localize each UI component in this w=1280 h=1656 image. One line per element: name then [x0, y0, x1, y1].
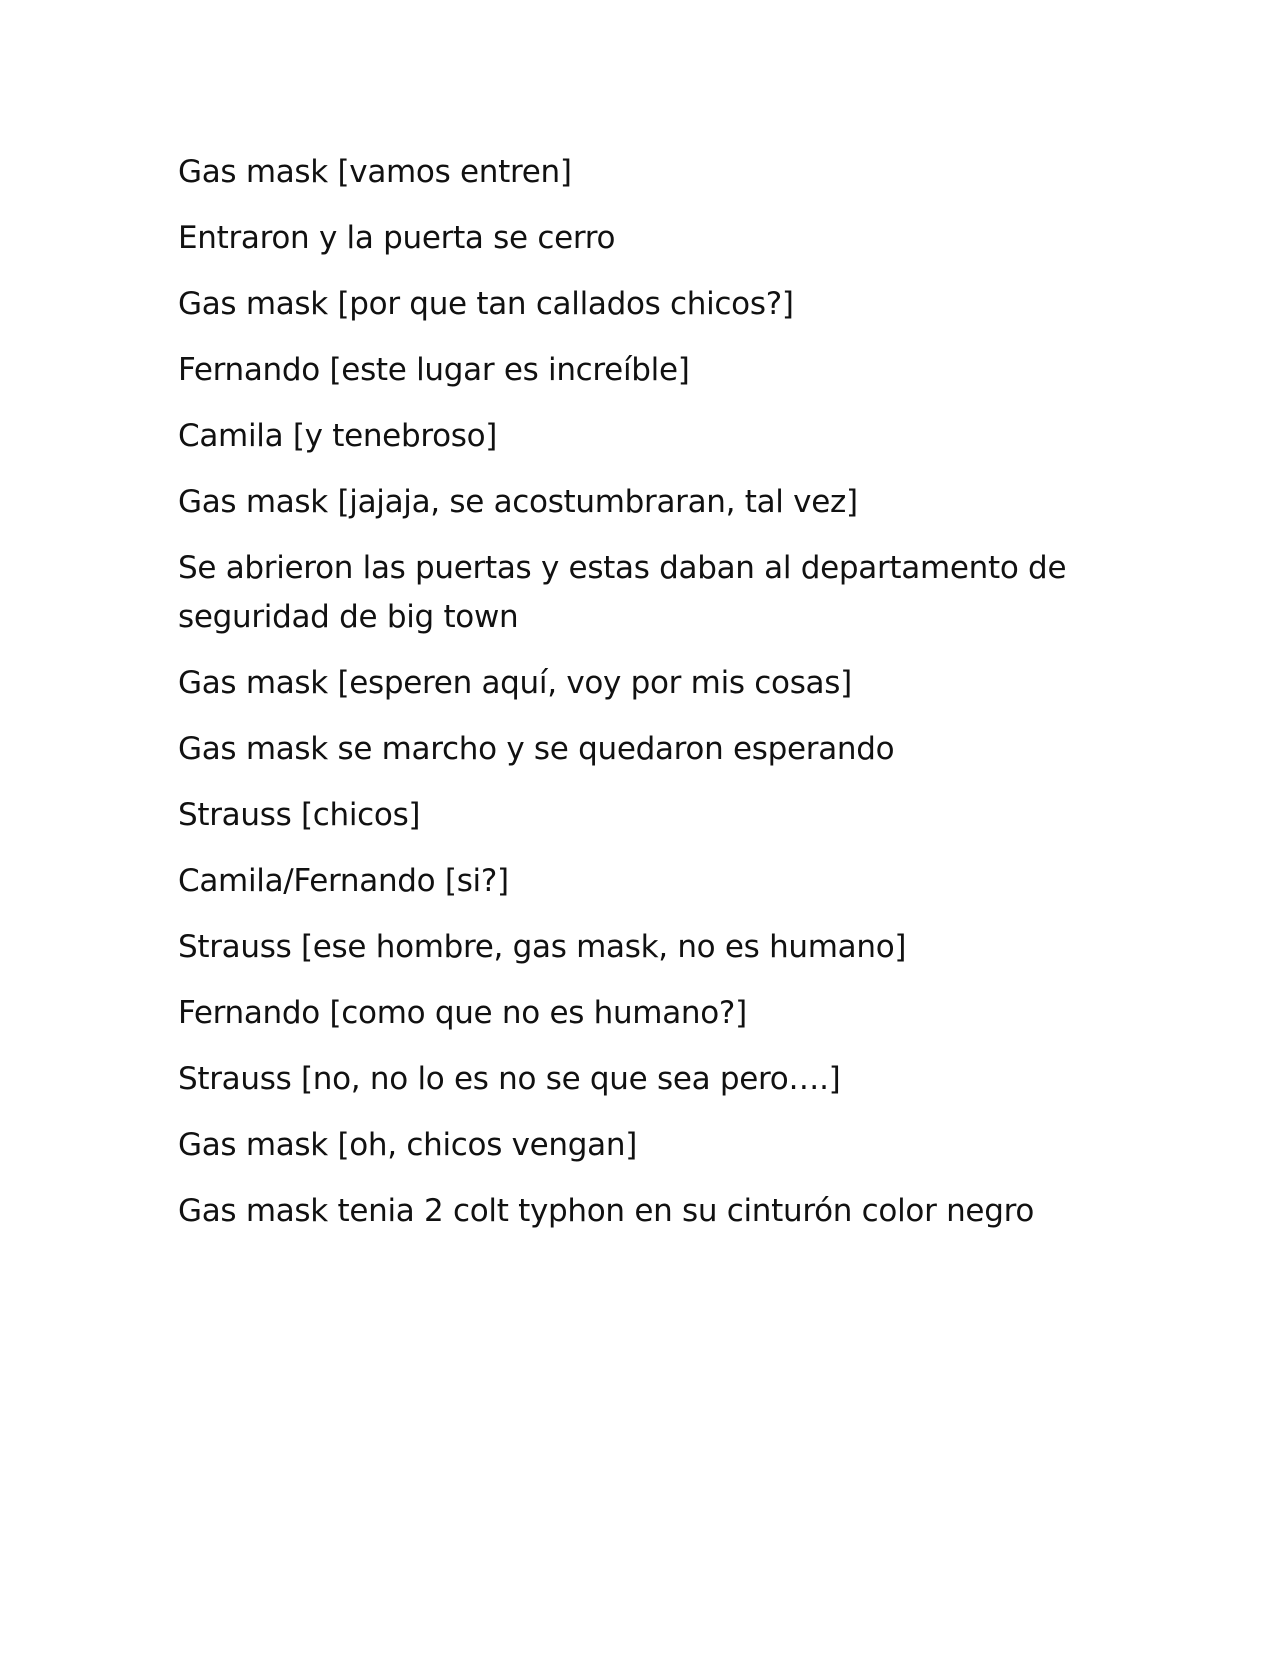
document-body	[178, 148, 1098, 1253]
paragraph: Strauss [ese hombre, gas mask, no es humano]	[178, 929, 907, 965]
paragraph: Gas mask tenia 2 colt typhon en su cinturón color negro	[178, 1193, 1034, 1229]
paragraph: Strauss [no, no lo es no se que sea pero….]	[178, 1061, 841, 1097]
paragraph: Se abrieron las puertas y estas daban al departamento de seguridad de big town	[178, 550, 1067, 635]
paragraph: Gas mask [jajaja, se acostumbraran, tal vez]	[178, 484, 858, 520]
paragraph: Gas mask [oh, chicos vengan]	[178, 1127, 637, 1163]
paragraph: Strauss [chicos]	[178, 797, 421, 833]
paragraph: Camila [y tenebroso]	[178, 418, 498, 454]
paragraph: Camila/Fernando [si?]	[178, 863, 509, 899]
paragraph: Gas mask [vamos entren]	[178, 154, 572, 190]
paragraph: Fernando [como que no es humano?]	[178, 995, 747, 1031]
paragraph: Gas mask se marcho y se quedaron esperando	[178, 731, 895, 767]
paragraph: Gas mask [por que tan callados chicos?]	[178, 286, 794, 322]
paragraph: Fernando [este lugar es increíble]	[178, 352, 690, 388]
paragraph: Gas mask [esperen aquí, voy por mis cosas]	[178, 665, 852, 701]
paragraph: Entraron y la puerta se cerro	[178, 220, 616, 256]
